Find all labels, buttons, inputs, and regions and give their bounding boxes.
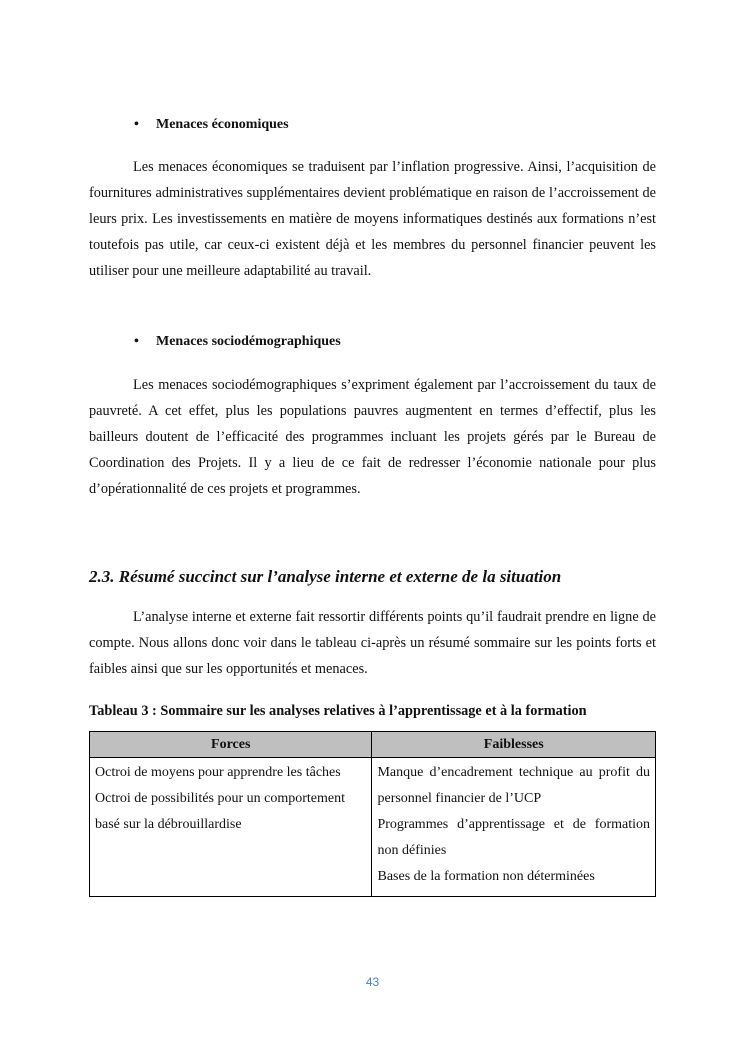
header-forces: Forces	[90, 732, 372, 758]
paragraph-economic: Les menaces économiques se traduisent par l’inflation progressive. Ainsi, l’acquisition de fournitures administratives supplémentaires devient problématique en raison de l’accroissement de leurs prix. Les investissements en matière de moyens informatiques destinés aux formations n’est toutefois pas utile, car ceux-ci existent déjà et les membres du personnel financier peuvent les utiliser pour une meilleure adaptabilité au travail.	[89, 159, 656, 279]
forces-item: Octroi de possibilités pour un comportement basé sur la débrouillardise	[95, 791, 346, 832]
section-title: 2.3. Résumé succinct sur l’analyse interne et externe de la situation	[89, 567, 562, 586]
heading-socio-text: Menaces sociodémographiques	[156, 334, 341, 349]
faiblesses-item: Bases de la formation non déterminées	[377, 869, 595, 884]
forces-item: Octroi de moyens pour apprendre les tâches	[95, 765, 341, 780]
paragraph-summary: L’analyse interne et externe fait ressortir différents points qu’il faudrait prendre en ligne de compte. Nous allons donc voir dans le tableau ci-après un résumé sommaire sur les points forts et faibles ainsi que sur les opportunités et menaces.	[89, 609, 656, 677]
forces-cell	[90, 758, 372, 897]
faiblesses-item: Manque d’encadrement technique au profit du personnel financier de l’UCP	[377, 765, 650, 806]
table-header-row	[90, 732, 656, 758]
page-number: 43	[365, 975, 380, 989]
faiblesses-cell	[372, 758, 656, 897]
table-caption: Tableau 3 : Sommaire sur les analyses relatives à l’apprentissage et à la formation	[89, 703, 587, 719]
faiblesses-item: Programmes d’apprentissage et de formation non définies	[377, 817, 650, 858]
bullet-heading-economic	[134, 115, 289, 135]
paragraph-socio: Les menaces sociodémographiques s’expriment également par l’accroissement du taux de pauvreté. A cet effet, plus les populations pauvres augmentent en termes d’effectif, plus les bailleurs doutent de l’efficacité des programmes incluant les projets gérés par le Bureau de Coordination des Projets. Il y a lieu de ce fait de redresser l’économie nationale pour plus d’opérationnalité de ces projets et programmes.	[89, 377, 656, 497]
bullet-heading-socio	[134, 332, 341, 352]
bullet-icon: •	[134, 117, 139, 132]
table-row	[90, 758, 656, 897]
heading-economic-text: Menaces économiques	[156, 117, 289, 132]
bullet-icon: •	[134, 334, 139, 349]
header-faiblesses: Faiblesses	[372, 732, 656, 758]
summary-table	[89, 731, 656, 897]
